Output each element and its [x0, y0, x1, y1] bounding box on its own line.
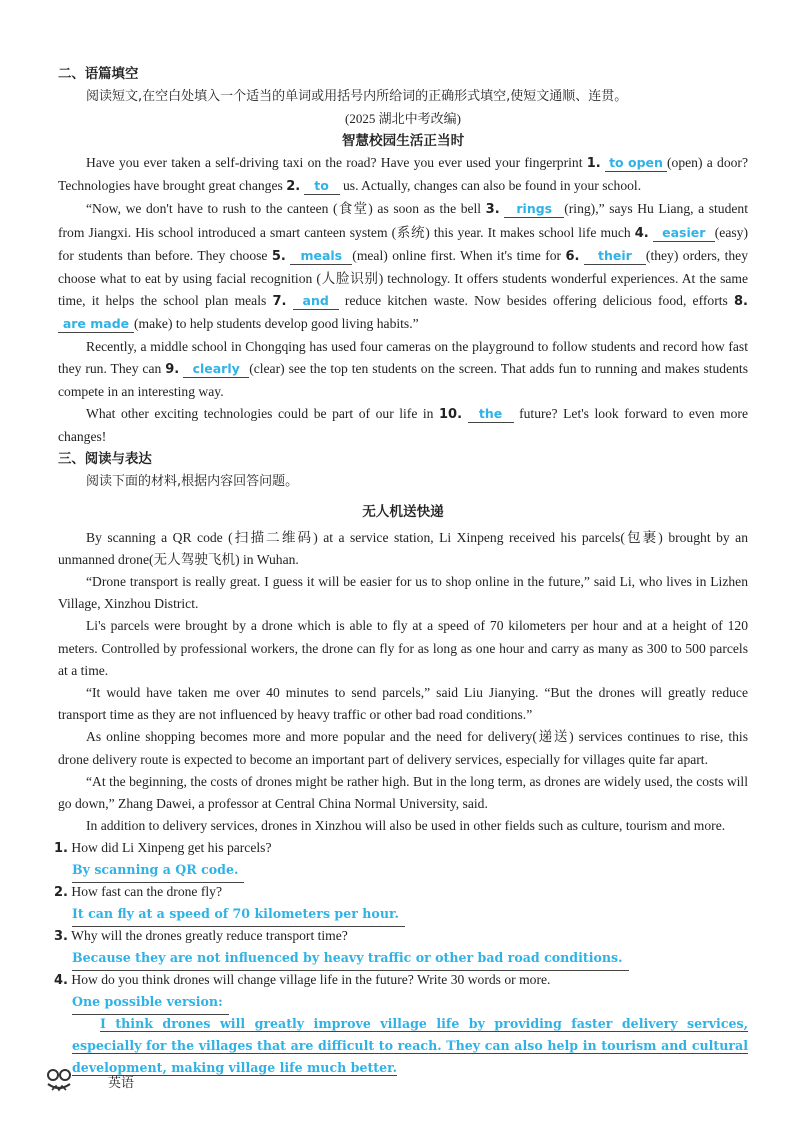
- answer-blank-2: to: [304, 178, 340, 195]
- question-2: 2. How fast can the drone fly?: [54, 884, 222, 901]
- section2-heading: 二、语篇填空: [58, 67, 139, 82]
- answer-3: Because they are not influenced by heavy traffic or other bad road conditions.: [72, 947, 748, 969]
- blank-number: 9.: [165, 361, 180, 377]
- question-4: 4. How do you think drones will change village life in the future? Write 30 words or more.: [54, 972, 551, 989]
- cloze-paragraph-4: What other exciting technologies could be part of our life in 10. the future? Let's look forward to even more changes!: [58, 406, 748, 445]
- blank-number: 4.: [634, 225, 649, 241]
- cloze-paragraph-3: Recently, a middle school in Chongqing has used four cameras on the playground to follow students and record how fast they run. They can 9. clearly (clear) see the top ten students on the screen. That adds fun to running and makes students compete in an interesting way.: [58, 338, 749, 400]
- reading-paragraph: “Drone transport is really great. I guess it will be easier for us to shop online in the future,” said Li, who lives in Lizhen Village, Xinzhou District.: [58, 574, 748, 612]
- cloze-paragraph-1: Have you ever taken a self-driving taxi on the road? Have you ever used your fingerprint 1. to open (open) a door? Technologies have brought great changes 2. to us. Actually, changes can also be found in your school.: [58, 155, 748, 195]
- cloze-paragraph-2: “Now, we don't have to rush to the canteen (食堂) as soon as the bell 3. rings (ring),” says Hu Liang, a student from Jiangxi. His school introduced a smart canteen system (系统) this year. It makes school life much 4. easier (easy) for students than before. They choose 5. meals (meal) online first. When it's time for 6. their (they) orders, they choose what to eat by using facial recognition (人脸识别) technology. It offers students wonderful experiences. At the same time, it helps the school plan meals 7. and reduce kitchen waste. Now besides offering delicious food, efforts 8. are made (make) to help students develop good living habits.”: [58, 201, 748, 332]
- reading-paragraph: In addition to delivery services, drones in Xinzhou will also be used in other fields such as culture, tourism and more.: [86, 818, 726, 834]
- question-3: 3. Why will the drones greatly reduce transport time?: [54, 928, 348, 945]
- blank-number: 10.: [439, 407, 463, 423]
- section3-instruction: 阅读下面的材料,根据内容回答问题。: [86, 473, 299, 489]
- blank-number: 1.: [586, 156, 601, 171]
- answer-blank-7: and: [293, 293, 339, 310]
- publisher-logo-icon: [44, 1068, 74, 1094]
- reading-paragraph: Li's parcels were brought by a drone which is able to fly at a speed of 70 kilometers per hour and at a height of 120 meters. Controlled by professional workers, the drone can fly for as long as one hour and carry as many as 300 to 500 parcels at a time.: [58, 618, 748, 678]
- answer-blank-5: meals: [290, 248, 352, 265]
- answer-2: It can fly at a speed of 70 kilometers per hour.: [72, 903, 748, 925]
- question-1: 1. How did Li Xinpeng get his parcels?: [54, 840, 272, 857]
- answer-blank-1: to open: [605, 155, 667, 172]
- answer-blank-10: the: [468, 406, 514, 423]
- section3-title: 无人机送快递: [362, 503, 444, 520]
- section2-instruction: 阅读短文,在空白处填入一个适当的单词或用括号内所给词的正确形式填空,使短文通顺、连贯。: [86, 89, 628, 104]
- blank-number: 5.: [271, 248, 286, 264]
- answer-blank-9: clearly: [183, 361, 249, 378]
- blank-number: 6.: [565, 248, 580, 264]
- answer-blank-4: easier: [653, 225, 715, 242]
- blank-number: 8.: [734, 294, 748, 310]
- reading-paragraph: “At the beginning, the costs of drones might be rather high. But in the long term, as drones are widely used, the costs will go down,” Zhang Dawei, a professor at Central China Normal University, said.: [58, 773, 748, 812]
- blank-number: 3.: [485, 202, 500, 218]
- section2-source: (2025 湖北中考改编): [345, 111, 461, 126]
- blank-number: 2.: [286, 179, 301, 195]
- answer-4-label: One possible version:: [72, 991, 748, 1013]
- answer-blank-8: are made: [58, 316, 134, 333]
- section2-title: 智慧校园生活正当时: [341, 133, 465, 149]
- answer-4: I think drones will greatly improve village life by providing faster delivery services, especially for the villages that are difficult to reach. They can also help in tourism and cultural development, making village life much better.: [72, 1016, 748, 1076]
- answer-blank-6: their: [584, 248, 646, 265]
- subject-label: 英语: [108, 1075, 135, 1091]
- page-content: [54, 64, 749, 1079]
- reading-paragraph: By scanning a QR code (扫描二维码) at a service station, Li Xinpeng received his parcels(包裹) brought by an unmanned drone(无人驾驶飞机) in Wuhan.: [58, 529, 748, 567]
- page-footer: [44, 1066, 134, 1096]
- reading-paragraph: “It would have taken me over 40 minutes to send parcels,” said Liu Jianying. “But the drones will greatly reduce transport time as they are not influenced by heavy traffic or other bad road conditions.”: [58, 685, 748, 723]
- reading-paragraph: As online shopping becomes more and more popular and the need for delivery(递送) services continues to rise, this drone delivery route is expected to become an important part of delivery services, especially for villages quite far apart.: [58, 729, 748, 767]
- blank-number: 7.: [272, 294, 287, 310]
- answer-blank-3: rings: [504, 201, 564, 218]
- section3-heading: 三、阅读与表达: [58, 451, 152, 467]
- answer-1: By scanning a QR code.: [72, 859, 748, 881]
